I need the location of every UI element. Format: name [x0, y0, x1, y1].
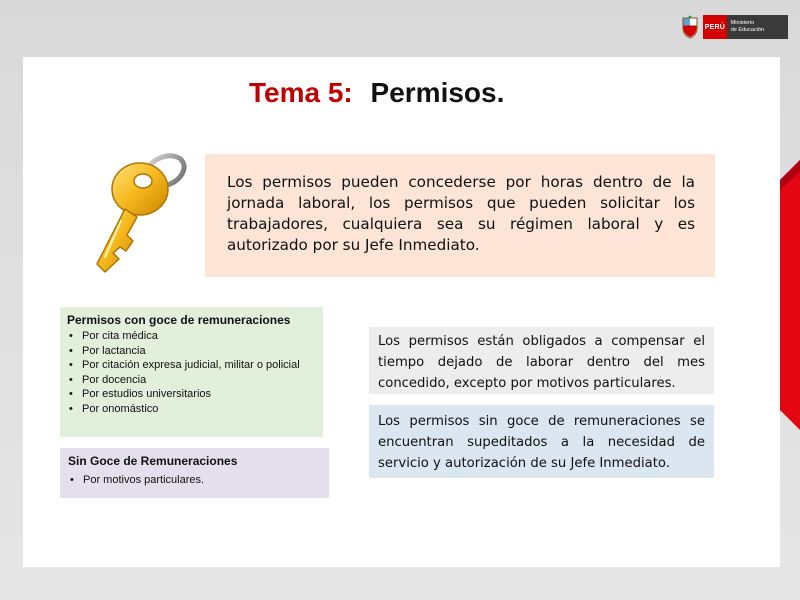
list-item: • Por cita médica	[67, 329, 315, 344]
list-item: • Por estudios universitarios	[67, 387, 315, 402]
title-main: Permisos.	[370, 77, 505, 108]
list-item: • Por lactancia	[67, 344, 315, 359]
peru-label: PERÚ	[703, 15, 727, 39]
sin-goce-note-textbox	[369, 405, 714, 478]
red-ribbon-decoration	[780, 160, 800, 430]
ministry-line-2: de Educación	[730, 27, 765, 33]
compensar-text: Los permisos están obligados a compensar el tiempo dejado de laborar dentro del mes concedido, excepto por motivos particulares.	[378, 334, 705, 391]
compensar-textbox	[369, 327, 714, 394]
goce-list	[67, 329, 315, 416]
intro-text: Los permisos pueden concederse por horas dentro de la jornada laboral, los permisos que pueden solicitar los trabajadores, cualquiera sea su régimen laboral y es autorizado por su Jefe Inmediato.	[227, 173, 695, 254]
title-prefix: Tema 5:	[249, 77, 353, 108]
sin-goce-heading: Sin Goce de Remuneraciones	[68, 454, 238, 468]
list-item: • Por citación expresa judicial, militar o policial	[67, 358, 315, 373]
list-item: • Por docencia	[67, 373, 315, 388]
sin-goce-note-text: Los permisos sin goce de remuneraciones se encuentran supeditados a la necesidad de servicio y autorización de su Jefe Inmediato.	[378, 414, 705, 471]
key-icon	[75, 139, 195, 289]
sin-goce-box	[60, 448, 329, 498]
minedu-logo	[680, 13, 788, 41]
intro-textbox	[205, 154, 715, 277]
goce-heading: Permisos con goce de remuneraciones	[67, 313, 291, 327]
coat-of-arms-icon	[680, 15, 700, 39]
list-item: • Por motivos particulares.	[68, 473, 321, 488]
slide	[23, 57, 780, 567]
ministry-label	[727, 15, 788, 39]
ministry-line-1: Ministerio	[730, 20, 755, 26]
slide-title	[249, 77, 504, 109]
goce-remuneraciones-box	[60, 307, 323, 437]
list-item: • Por onomástico	[67, 402, 315, 417]
sin-goce-list	[68, 473, 321, 488]
